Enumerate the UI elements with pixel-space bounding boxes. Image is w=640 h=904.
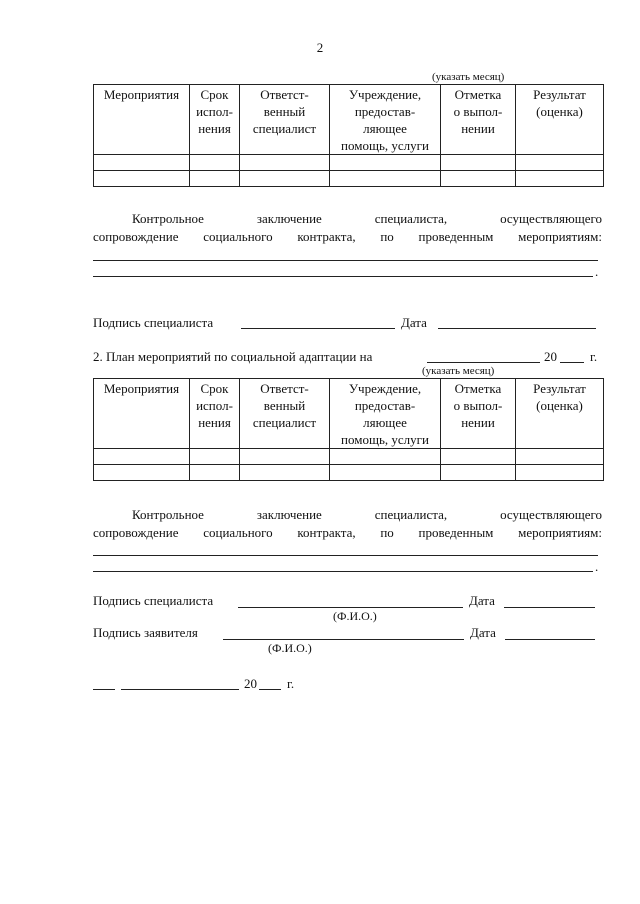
date-field[interactable] <box>505 639 595 640</box>
month-hint: (указать месяц) <box>422 365 495 377</box>
date-field[interactable] <box>438 328 596 329</box>
table-row <box>94 449 604 465</box>
table-cell[interactable] <box>441 449 516 465</box>
table-cell[interactable] <box>240 449 330 465</box>
conclusion-period: . <box>595 559 599 574</box>
specialist-signature-field[interactable] <box>238 607 463 608</box>
applicant-signature-field[interactable] <box>223 639 464 640</box>
conclusion-text-line1: Контрольное заключение специалиста, осуществляющего <box>132 211 602 226</box>
table-cell[interactable] <box>94 171 190 187</box>
date-label: Дата <box>401 315 427 330</box>
table-cell[interactable] <box>94 465 190 481</box>
conclusion-fill-line[interactable] <box>93 555 598 556</box>
conclusion-fill-line[interactable] <box>93 260 598 261</box>
table-cell[interactable] <box>190 465 240 481</box>
table-cell[interactable] <box>330 155 441 171</box>
table-cell[interactable] <box>190 155 240 171</box>
year-field[interactable] <box>259 689 281 690</box>
table-header-row <box>94 85 604 155</box>
header-activities: Мероприятия <box>94 379 190 449</box>
table-header-row <box>94 379 604 449</box>
header-result: Результат (оценка) <box>516 85 604 155</box>
conclusion-fill-line[interactable] <box>93 276 593 277</box>
specialist-signature-label: Подпись специалиста <box>93 315 214 330</box>
table-cell[interactable] <box>330 465 441 481</box>
table-cell[interactable] <box>516 449 604 465</box>
plan-title: 2. План мероприятий по социальной адаптации на <box>93 349 373 364</box>
table-cell[interactable] <box>240 171 330 187</box>
conclusion-text-line2: сопровождение социального контракта, по проведенным мероприятиям: <box>93 229 602 244</box>
header-responsible: Ответст- венный специалист <box>240 85 330 155</box>
table-cell[interactable] <box>94 155 190 171</box>
table-cell[interactable] <box>516 155 604 171</box>
fio-hint: (Ф.И.О.) <box>333 609 377 623</box>
header-institution: Учреждение, предостав- ляющее помощь, услуги <box>330 85 441 155</box>
table-cell[interactable] <box>441 155 516 171</box>
page-number: 2 <box>316 40 324 55</box>
month-field[interactable] <box>121 689 239 690</box>
month-hint: (указать месяц) <box>432 71 505 83</box>
header-completion-mark: Отметка о выпол- нении <box>441 379 516 449</box>
table-cell[interactable] <box>516 465 604 481</box>
table-cell[interactable] <box>330 449 441 465</box>
adaptation-plan-table <box>93 378 604 481</box>
table-cell[interactable] <box>516 171 604 187</box>
table-cell[interactable] <box>94 449 190 465</box>
date-label: Дата <box>469 593 495 608</box>
plan-year-suffix: г. <box>590 349 598 364</box>
applicant-signature-label: Подпись заявителя <box>93 625 198 640</box>
table-cell[interactable] <box>240 155 330 171</box>
table-cell[interactable] <box>190 449 240 465</box>
table-row <box>94 171 604 187</box>
year-prefix: 20 <box>244 676 257 691</box>
header-responsible: Ответст- венный специалист <box>240 379 330 449</box>
table-row <box>94 465 604 481</box>
conclusion-fill-line[interactable] <box>93 571 593 572</box>
table-cell[interactable] <box>441 465 516 481</box>
conclusion-text-line2: сопровождение социального контракта, по проведенным мероприятиям: <box>93 525 602 540</box>
plan-year-field[interactable] <box>560 362 584 363</box>
specialist-signature-label: Подпись специалиста <box>93 593 214 608</box>
header-deadline: Срок испол- нения <box>190 379 240 449</box>
year-suffix: г. <box>287 676 295 691</box>
table-cell[interactable] <box>240 465 330 481</box>
header-deadline: Срок испол- нения <box>190 85 240 155</box>
table-cell[interactable] <box>190 171 240 187</box>
day-field[interactable] <box>93 689 115 690</box>
table-cell[interactable] <box>441 171 516 187</box>
conclusion-text-line1: Контрольное заключение специалиста, осуществляющего <box>132 507 602 522</box>
plan-year-prefix: 20 <box>544 349 557 364</box>
header-result: Результат (оценка) <box>516 379 604 449</box>
plan-month-field[interactable] <box>427 362 540 363</box>
date-field[interactable] <box>504 607 595 608</box>
header-completion-mark: Отметка о выпол- нении <box>441 85 516 155</box>
header-institution: Учреждение, предостав- ляющее помощь, услуги <box>330 379 441 449</box>
table-cell[interactable] <box>330 171 441 187</box>
fio-hint: (Ф.И.О.) <box>268 641 312 655</box>
header-activities: Мероприятия <box>94 85 190 155</box>
date-label: Дата <box>470 625 496 640</box>
activities-table <box>93 84 604 187</box>
specialist-signature-field[interactable] <box>241 328 395 329</box>
conclusion-period: . <box>595 264 599 279</box>
table-row <box>94 155 604 171</box>
